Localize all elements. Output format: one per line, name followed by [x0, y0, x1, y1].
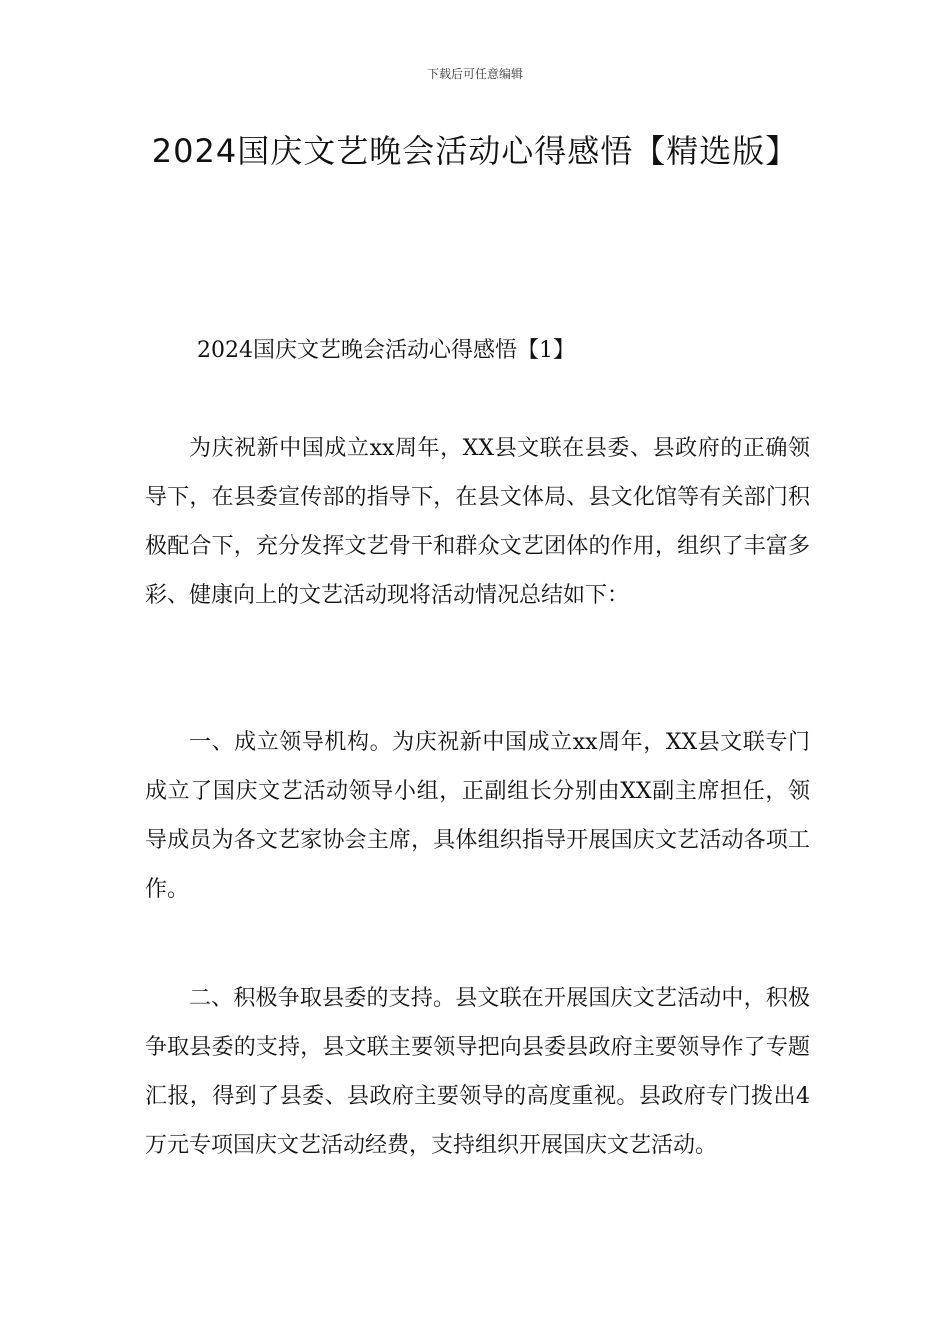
download-editable-note: 下载后可任意编辑 [426, 67, 523, 81]
paragraph-intro: 为庆祝新中国成立xx周年，XX县文联在县委、县政府的正确领导下，在县委宣传部的指导下，在县文体局、县文化馆等有关部门积极配合下，充分发挥文艺骨干和群众文艺团体的作用，组织了丰富多彩、健康向上的文艺活动现将活动情况总结如下： [145, 436, 810, 608]
paragraph-leadership-setup: 一、成立领导机构。为庆祝新中国成立xx周年，XX县文联专门成立了国庆文艺活动领导小组，正副组长分别由XX副主席担任，领导成员为各文艺家协会主席，具体组织指导开展国庆文艺活动各项工作。 [145, 730, 810, 902]
paragraph-county-support: 二、积极争取县委的支持。县文联在开展国庆文艺活动中，积极争取县委的支持，县文联主要领导把向县委县政府主要领导作了专题汇报，得到了县委、县政府主要领导的高度重视。县政府专门拨出4万元专项国庆文艺活动经费，支持组织开展国庆文艺活动。 [145, 986, 810, 1158]
section-heading: 2024国庆文艺晚会活动心得感悟【1】 [197, 338, 575, 363]
document-title: 2024国庆文艺晚会活动心得感悟【精选版】 [151, 132, 799, 170]
